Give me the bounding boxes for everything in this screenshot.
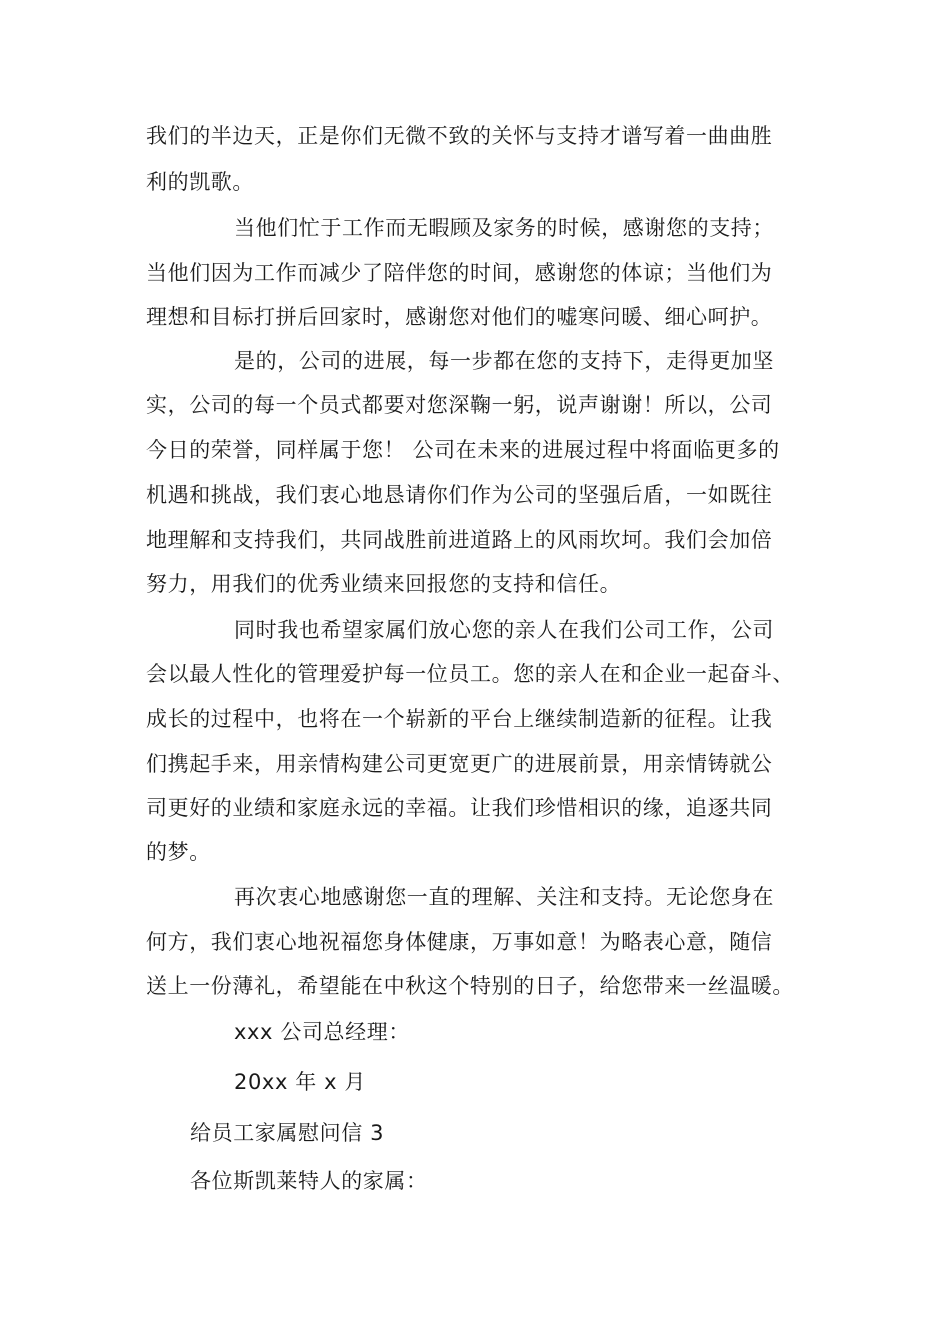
paragraph-5-line-2: 何方，我们衷心地祝福您身体健康，万事如意！为略表心意，随信 xyxy=(146,930,773,954)
greeting-line: 各位斯凯莱特人的家属： xyxy=(190,1169,428,1193)
paragraph-3-line-4: 机遇和挑战，我们衷心地恳请你们作为公司的坚强后盾，一如既往 xyxy=(146,483,773,507)
paragraph-4-line-5: 司更好的业绩和家庭永远的幸福。让我们珍惜相识的缘，追逐共同 xyxy=(146,796,773,820)
paragraph-3-line-2: 实，公司的每一个员式都要对您深鞠一躬，说声谢谢！所以，公司 xyxy=(146,393,773,417)
paragraph-4-line-2: 会以最人性化的管理爱护每一位员工。您的亲人在和企业一起奋斗、 xyxy=(146,662,794,686)
paragraph-4-line-4: 们携起手来，用亲情构建公司更宽更广的进展前景，用亲情铸就公 xyxy=(146,752,773,776)
paragraph-1-line-2: 利的凯歌。 xyxy=(146,170,254,194)
paragraph-2-line-3: 理想和目标打拼后回家时，感谢您对他们的嘘寒问暖、细心呵护。 xyxy=(146,305,773,329)
paragraph-5-line-1: 再次衷心地感谢您一直的理解、关注和支持。无论您身在 xyxy=(234,885,774,909)
paragraph-4-line-3: 成长的过程中，也将在一个崭新的平台上继续制造新的征程。让我 xyxy=(146,707,773,731)
paragraph-5-line-3: 送上一份薄礼，希望能在中秋这个特别的日子，给您带来一丝温暖。 xyxy=(146,974,794,998)
next-letter-title: 给员工家属慰问信 3 xyxy=(190,1121,385,1145)
paragraph-4-line-6: 的梦。 xyxy=(146,840,211,864)
paragraph-2-line-1: 当他们忙于工作而无暇顾及家务的时候，感谢您的支持； xyxy=(234,216,774,240)
paragraph-4-line-1: 同时我也希望家属们放心您的亲人在我们公司工作，公司 xyxy=(234,618,774,642)
paragraph-1-line-1: 我们的半边天，正是你们无微不致的关怀与支持才谱写着一曲曲胜 xyxy=(146,124,773,148)
paragraph-3-line-3: 今日的荣誉，同样属于您！ 公司在未来的进展过程中将面临更多的 xyxy=(146,438,780,462)
paragraph-3-line-5: 地理解和支持我们，共同战胜前进道路上的风雨坎坷。我们会加倍 xyxy=(146,528,773,552)
signature-line: xxx 公司总经理： xyxy=(234,1020,410,1044)
paragraph-3-line-1: 是的，公司的进展，每一步都在您的支持下，走得更加坚 xyxy=(234,349,774,373)
paragraph-2-line-2: 当他们因为工作而减少了陪伴您的时间，感谢您的体谅；当他们为 xyxy=(146,261,773,285)
date-line: 20xx 年 x 月 xyxy=(234,1070,367,1094)
paragraph-3-line-6: 努力，用我们的优秀业绩来回报您的支持和信任。 xyxy=(146,572,622,596)
